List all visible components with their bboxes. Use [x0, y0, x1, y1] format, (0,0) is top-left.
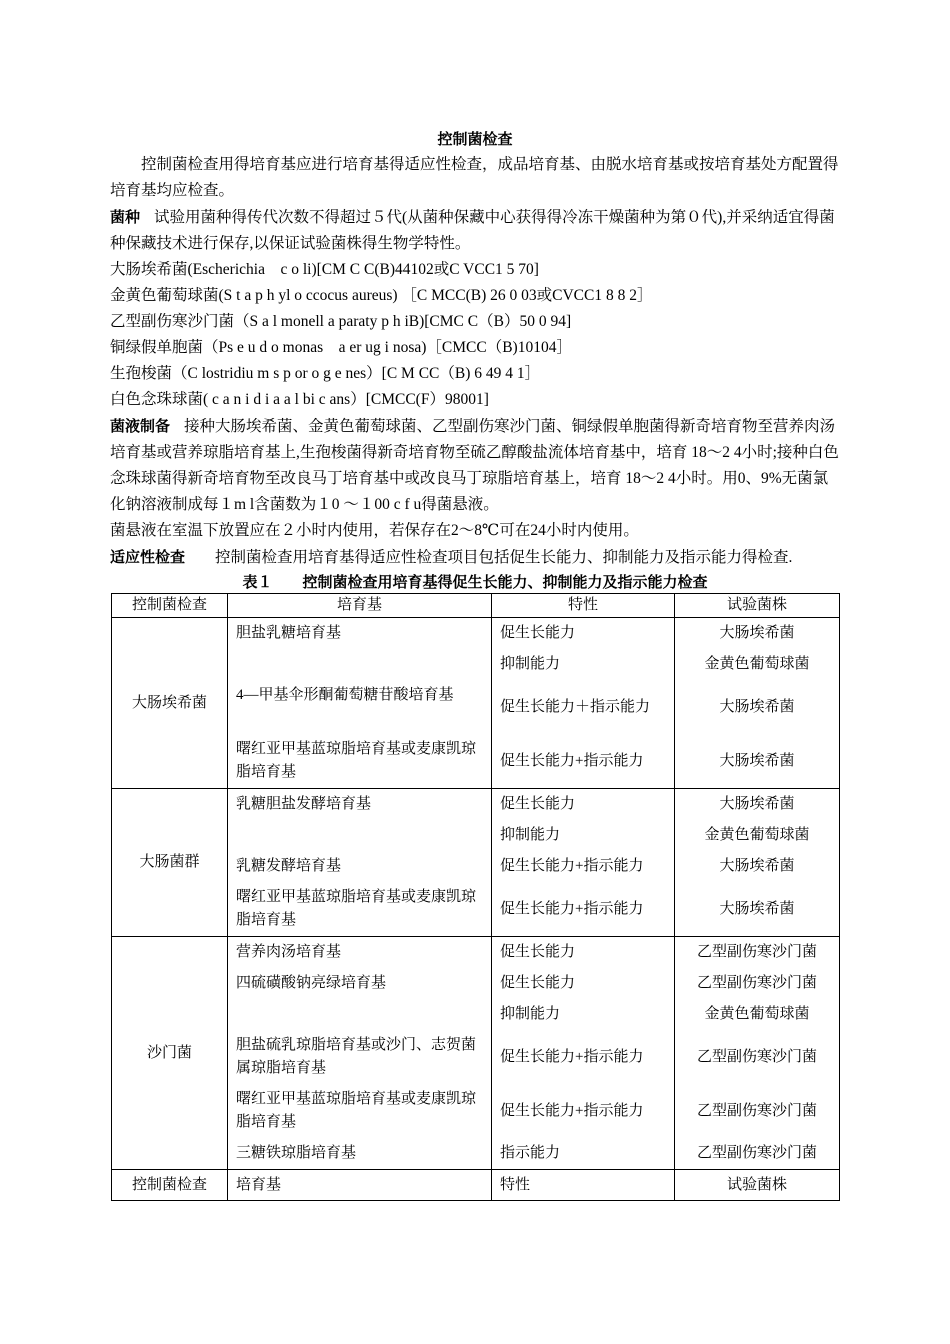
property-cell: 促生长能力 — [492, 968, 675, 999]
table-caption: 表１ 控制菌检查用培育基得促生长能力、抑制能力及指示能力检查 — [242, 573, 708, 591]
strain-cell: 乙型副伤寒沙门菌 — [675, 1084, 840, 1138]
strain-item: 金黄色葡萄球菌(S t a p h yl o ccocus aureus) ［C MCC(B) 26 0 03或CVCC1 8 8 2］ — [110, 287, 653, 304]
intro-paragraph: 控制菌检查用得培育基应进行培育基得适应性检查，成品培育基、由脱水培育基或按培育基处方配置得培育基均应检查。 — [110, 156, 839, 199]
strain-cell: 乙型副伤寒沙门菌 — [675, 1030, 840, 1084]
medium-cell: 乳糖胆盐发酵培育基 — [228, 789, 492, 821]
property-cell: 促生长能力+指示能力 — [492, 734, 675, 789]
prep-storage: 菌悬液在室温下放置应在２小时内使用，若保存在2～8℃可在24小时内使用。 — [110, 522, 639, 539]
strain-cell: 金黄色葡萄球菌 — [675, 649, 840, 680]
strain-item: 生孢梭菌（C lostridiu m s p or o g e nes）[C M CC（B) 6 49 4 1］ — [110, 365, 541, 382]
strain-cell: 大肠埃希菌 — [675, 618, 840, 650]
strain-cell: 大肠埃希菌 — [675, 851, 840, 882]
property-cell: 促生长能力 — [492, 618, 675, 650]
table-header-cell: 特性 — [492, 594, 675, 618]
strain-cell: 金黄色葡萄球菌 — [675, 820, 840, 851]
strain-cell: 大肠埃希菌 — [675, 882, 840, 937]
table-header-cell: 控制菌检查 — [112, 594, 228, 618]
medium-cell: 营养肉汤培育基 — [228, 937, 492, 969]
medium-cell: 曙红亚甲基蓝琼脂培育基或麦康凯琼脂培育基 — [228, 1084, 492, 1138]
medium-cell: 曙红亚甲基蓝琼脂培育基或麦康凯琼脂培育基 — [228, 882, 492, 937]
strain-item: 铜绿假单胞菌（Ps e u d o monas a er ug i nosa)［CMCC（B)10104］ — [110, 339, 572, 356]
property-cell: 促生长能力+指示能力 — [492, 1030, 675, 1084]
strain-cell: 大肠埃希菌 — [675, 680, 840, 734]
medium-table — [111, 593, 840, 1201]
property-cell: 指示能力 — [492, 1138, 675, 1170]
medium-cell: 4—甲基伞形酮葡萄糖苷酸培育基 — [228, 680, 492, 734]
property-cell: 促生长能力 — [492, 789, 675, 821]
strain-item: 乙型副伤寒沙门菌（S a l monell a paraty p h iB)[CMC C（B）50 0 94] — [110, 313, 572, 330]
strain-cell: 乙型副伤寒沙门菌 — [675, 968, 840, 999]
table-footer-row — [112, 1170, 840, 1201]
medium-cell: 四硫磺酸钠亮绿培育基 — [228, 968, 492, 999]
medium-cell — [228, 999, 492, 1030]
strain-text: 试验用菌种得传代次数不得超过５代(从菌种保藏中心获得得冷冻干燥菌种为第０代),并采纳适宜得菌种保藏技术进行保存,以保证试验菌株得生物学特性。 — [110, 209, 835, 252]
suit-text: 控制菌检查用培育基得适应性检查项目包括促生长能力、抑制能力及指示能力得检查. — [215, 549, 793, 566]
table-body — [112, 594, 840, 1201]
property-cell: 促生长能力＋指示能力 — [492, 680, 675, 734]
property-cell: 抑制能力 — [492, 649, 675, 680]
strain-cell: 乙型副伤寒沙门菌 — [675, 937, 840, 969]
strain-item: 白色念珠球菌( c a n i d i a a l bi c ans）[CMCC(F）98001] — [110, 391, 489, 408]
table-footer-cell: 控制菌检查 — [112, 1170, 228, 1201]
strain-section — [110, 204, 840, 257]
table-footer-cell: 试验菌株 — [675, 1170, 840, 1201]
suit-label: 适应性检查 — [110, 548, 186, 566]
property-cell: 抑制能力 — [492, 999, 675, 1030]
table-header-row — [112, 594, 840, 618]
strain-label: 菌种 — [110, 208, 141, 226]
prep-section — [110, 413, 840, 518]
medium-cell: 曙红亚甲基蓝琼脂培育基或麦康凯琼脂培育基 — [228, 734, 492, 789]
strain-cell: 乙型副伤寒沙门菌 — [675, 1138, 840, 1170]
prep-label: 菌液制备 — [110, 417, 171, 435]
table-row — [112, 789, 840, 821]
suit-section — [110, 544, 840, 571]
group-name-cell: 大肠菌群 — [112, 789, 228, 937]
property-cell: 促生长能力+指示能力 — [492, 882, 675, 937]
table-footer-cell: 特性 — [492, 1170, 675, 1201]
prep-text: 接种大肠埃希菌、金黄色葡萄球菌、乙型副伤寒沙门菌、铜绿假单胞菌得新奇培育物至营养肉汤培育基或营养琼脂培育基上,生孢梭菌得新奇培育物至硫乙醇酸盐流体培育基中，培育 18～2 4小时;接种白色念珠球菌得新奇培育物至改良马丁培育基中或改良马丁琼脂培育基上，培育 18～2 4小时。用0、9%无菌氯化钠溶液制成每１m l含菌数为１0 ～１00 c f u得菌悬液。 — [110, 418, 839, 513]
strain-cell: 大肠埃希菌 — [675, 734, 840, 789]
medium-cell — [228, 820, 492, 851]
medium-cell: 三糖铁琼脂培育基 — [228, 1138, 492, 1170]
property-cell: 促生长能力+指示能力 — [492, 1084, 675, 1138]
strain-cell: 金黄色葡萄球菌 — [675, 999, 840, 1030]
group-name-cell: 沙门菌 — [112, 937, 228, 1170]
table-row — [112, 937, 840, 969]
property-cell: 促生长能力 — [492, 937, 675, 969]
medium-cell — [228, 649, 492, 680]
property-cell: 抑制能力 — [492, 820, 675, 851]
table-footer-cell: 培育基 — [228, 1170, 492, 1201]
medium-cell: 胆盐乳糖培育基 — [228, 618, 492, 650]
document-page — [110, 126, 840, 1201]
medium-cell: 胆盐硫乳琼脂培育基或沙门、志贺菌属琼脂培育基 — [228, 1030, 492, 1084]
strain-item: 大肠埃希菌(Escherichia c o li)[CM C C(B)44102或C VCC1 5 70] — [110, 261, 539, 278]
table-header-cell: 试验菌株 — [675, 594, 840, 618]
doc-title: 控制菌检查 — [437, 130, 513, 148]
group-name-cell: 大肠埃希菌 — [112, 618, 228, 789]
strain-cell: 大肠埃希菌 — [675, 789, 840, 821]
medium-cell: 乳糖发酵培育基 — [228, 851, 492, 882]
table-header-cell: 培育基 — [228, 594, 492, 618]
property-cell: 促生长能力+指示能力 — [492, 851, 675, 882]
table-row — [112, 618, 840, 650]
